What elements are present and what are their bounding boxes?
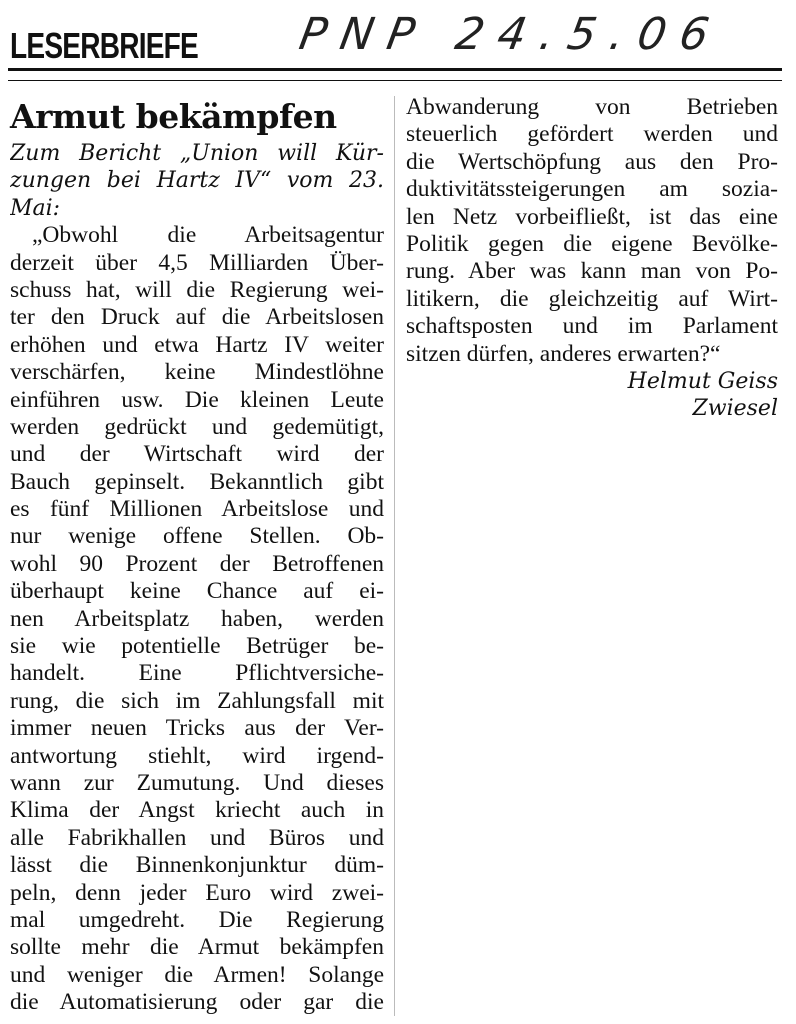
body-line: wohl 90 Prozent der Betroffenen bbox=[10, 550, 384, 577]
body-line: schaftsposten und im Parlament bbox=[406, 313, 778, 340]
column-divider bbox=[394, 96, 395, 1016]
header-rule-thin bbox=[8, 80, 782, 81]
body-line: und der Wirtschaft wird der bbox=[10, 441, 384, 468]
body-line: ter den Druck auf die Arbeitslosen bbox=[10, 304, 384, 331]
header-rule-thick bbox=[8, 68, 782, 71]
body-line: wann zur Zumutung. Und dieses bbox=[10, 769, 384, 796]
body-line: „Obwohl die Arbeitsagentur bbox=[32, 222, 384, 249]
body-line: sitzen dürfen, anderes erwarten?“ bbox=[406, 340, 721, 367]
body-line: Bauch gepinselt. Bekanntlich gibt bbox=[10, 468, 384, 495]
body-line: überhaupt keine Chance auf ei- bbox=[10, 578, 384, 605]
body-line: sollte mehr die Armut bekämpfen bbox=[10, 934, 384, 961]
body-line: und weniger die Armen! Solange bbox=[10, 961, 384, 988]
body-line: steuerlich gefördert werden und bbox=[406, 121, 778, 148]
body-line: werden gedrückt und gedemütigt, bbox=[10, 413, 384, 440]
author-city: Zwiesel bbox=[692, 396, 778, 422]
section-label: LESERBRIEFE bbox=[10, 25, 199, 66]
author-name: Helmut Geiss bbox=[627, 368, 778, 394]
intro-line: Mai: bbox=[10, 195, 61, 221]
body-line: Abwanderung von Betrieben bbox=[406, 94, 778, 120]
body-line: alle Fabrikhallen und Büros und bbox=[10, 824, 384, 851]
body-line: mal umgedreht. Die Regierung bbox=[10, 906, 384, 933]
body-line: sie wie potentielle Betrüger be- bbox=[10, 633, 384, 660]
body-line: es fünf Millionen Arbeitslose und bbox=[10, 496, 384, 523]
body-line: antwortung stiehlt, wird irgend- bbox=[10, 742, 384, 769]
body-line: immer neuen Tricks aus der Ver- bbox=[10, 715, 384, 742]
body-line: duktivitätssteigerungen am sozia- bbox=[406, 176, 778, 203]
body-line: handelt. Eine Pflichtversiche- bbox=[10, 660, 384, 687]
body-line: rung, die sich im Zahlungsfall mit bbox=[10, 687, 384, 714]
body-line: einführen usw. Die kleinen Leute bbox=[10, 386, 384, 413]
body-line: Politik gegen die eigene Bevölke- bbox=[406, 230, 778, 257]
body-line: peln, denn jeder Euro wird zwei- bbox=[10, 879, 384, 906]
body-line: nur wenige offene Stellen. Ob- bbox=[10, 523, 384, 550]
article-left-column bbox=[10, 140, 384, 1017]
body-line: derzeit über 4,5 Milliarden Über- bbox=[10, 249, 384, 276]
body-line: erhöhen und etwa Hartz IV weiter bbox=[10, 331, 384, 358]
body-line: nen Arbeitsplatz haben, werden bbox=[10, 605, 384, 632]
body-line: die Wertschöpfung aus den Pro- bbox=[406, 148, 778, 175]
body-line: len Netz vorbeifließt, ist das eine bbox=[406, 203, 778, 230]
body-line: lässt die Binnenkonjunktur düm- bbox=[10, 852, 384, 879]
body-line: litikern, die gleichzeitig auf Wirt- bbox=[406, 285, 778, 312]
body-line: rung. Aber was kann man von Po- bbox=[406, 258, 778, 285]
article-right-column bbox=[406, 94, 778, 423]
intro-line: Zum Bericht „Union will Kür- bbox=[10, 141, 384, 166]
body-line: schuss hat, will die Regierung wei- bbox=[10, 276, 384, 303]
article-headline: Armut bekämpfen bbox=[10, 97, 337, 136]
body-line: die Automatisierung oder gar die bbox=[10, 989, 384, 1016]
intro-line: zungen bei Hartz IV“ vom 23. bbox=[10, 168, 384, 194]
handwritten-date-note: PNP 24.5.06 bbox=[295, 9, 727, 60]
body-line: Klima der Angst kriecht auch in bbox=[10, 797, 384, 824]
body-line: verschärfen, keine Mindestlöhne bbox=[10, 359, 384, 386]
